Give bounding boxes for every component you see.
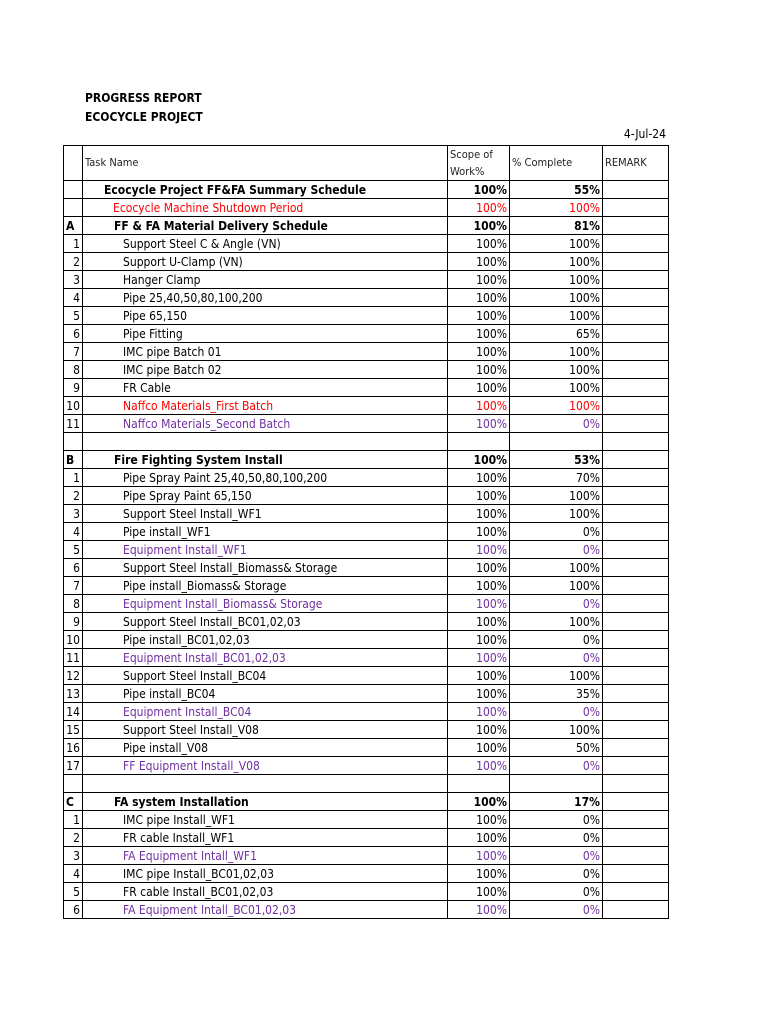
- column-header-percent-complete: % Complete: [510, 146, 603, 181]
- remark-cell: [603, 829, 669, 847]
- percent-complete-cell: 0%: [510, 757, 603, 775]
- remark-cell: [603, 235, 669, 253]
- scope-of-work-cell: 100%: [448, 361, 510, 379]
- task-name-cell: Ecocycle Machine Shutdown Period: [83, 199, 448, 217]
- scope-of-work-cell: 100%: [448, 217, 510, 235]
- percent-complete-cell: 17%: [510, 793, 603, 811]
- row-index-cell: 6: [64, 901, 83, 919]
- scope-of-work-cell: 100%: [448, 829, 510, 847]
- row-index-cell: B: [64, 451, 83, 469]
- scope-of-work-cell: 100%: [448, 289, 510, 307]
- row-index-cell: 5: [64, 307, 83, 325]
- scope-of-work-cell: 100%: [448, 595, 510, 613]
- task-name-cell: FF Equipment Install_V08: [83, 757, 448, 775]
- table-row: [64, 649, 669, 667]
- remark-cell: [603, 397, 669, 415]
- remark-cell: [603, 631, 669, 649]
- task-name-cell: [83, 775, 448, 793]
- remark-cell: [603, 415, 669, 433]
- table-row: [64, 613, 669, 631]
- remark-cell: [603, 721, 669, 739]
- scope-of-work-cell: 100%: [448, 505, 510, 523]
- row-index-cell: 4: [64, 865, 83, 883]
- percent-complete-cell: 0%: [510, 631, 603, 649]
- percent-complete-cell: 0%: [510, 829, 603, 847]
- table-row: [64, 667, 669, 685]
- percent-complete-cell: 100%: [510, 271, 603, 289]
- report-title: PROGRESS REPORT: [85, 91, 202, 105]
- percent-complete-cell: [510, 775, 603, 793]
- task-name-cell: IMC pipe Install_WF1: [83, 811, 448, 829]
- row-index-cell: 8: [64, 595, 83, 613]
- remark-cell: [603, 505, 669, 523]
- percent-complete-cell: 100%: [510, 505, 603, 523]
- scope-of-work-cell: 100%: [448, 199, 510, 217]
- table-row: [64, 217, 669, 235]
- table-row: [64, 811, 669, 829]
- scope-of-work-cell: 100%: [448, 253, 510, 271]
- table-header-row: [64, 146, 669, 181]
- remark-cell: [603, 217, 669, 235]
- percent-complete-cell: 81%: [510, 217, 603, 235]
- scope-of-work-cell: 100%: [448, 451, 510, 469]
- column-header-task-name: Task Name: [83, 146, 448, 181]
- scope-of-work-cell: 100%: [448, 757, 510, 775]
- scope-of-work-cell: 100%: [448, 559, 510, 577]
- percent-complete-cell: 100%: [510, 199, 603, 217]
- row-index-cell: 1: [64, 235, 83, 253]
- scope-of-work-cell: 100%: [448, 343, 510, 361]
- scope-of-work-cell: 100%: [448, 613, 510, 631]
- row-index-cell: 11: [64, 415, 83, 433]
- row-index-cell: 2: [64, 829, 83, 847]
- table-row: [64, 253, 669, 271]
- percent-complete-cell: 100%: [510, 721, 603, 739]
- table-row: [64, 739, 669, 757]
- table-row: [64, 775, 669, 793]
- row-index-cell: 17: [64, 757, 83, 775]
- percent-complete-cell: 0%: [510, 847, 603, 865]
- scope-of-work-cell: 100%: [448, 397, 510, 415]
- task-name-cell: IMC pipe Batch 01: [83, 343, 448, 361]
- table-row: [64, 325, 669, 343]
- scope-of-work-cell: [448, 433, 510, 451]
- task-name-cell: Support Steel Install_V08: [83, 721, 448, 739]
- percent-complete-cell: [510, 433, 603, 451]
- percent-complete-cell: 70%: [510, 469, 603, 487]
- task-name-cell: Pipe install_BC04: [83, 685, 448, 703]
- percent-complete-cell: 55%: [510, 181, 603, 199]
- remark-cell: [603, 649, 669, 667]
- row-index-cell: 11: [64, 649, 83, 667]
- task-name-cell: FA system Installation: [83, 793, 448, 811]
- percent-complete-cell: 53%: [510, 451, 603, 469]
- task-name-cell: IMC pipe Install_BC01,02,03: [83, 865, 448, 883]
- percent-complete-cell: 0%: [510, 811, 603, 829]
- scope-of-work-cell: 100%: [448, 649, 510, 667]
- remark-cell: [603, 487, 669, 505]
- remark-cell: [603, 361, 669, 379]
- row-index-cell: 16: [64, 739, 83, 757]
- task-name-cell: FR cable Install_BC01,02,03: [83, 883, 448, 901]
- task-name-cell: Support Steel Install_BC04: [83, 667, 448, 685]
- remark-cell: [603, 847, 669, 865]
- table-row: [64, 757, 669, 775]
- row-index-cell: 3: [64, 505, 83, 523]
- table-row: [64, 307, 669, 325]
- table-row: [64, 595, 669, 613]
- remark-cell: [603, 451, 669, 469]
- row-index-cell: A: [64, 217, 83, 235]
- task-name-cell: Naffco Materials_Second Batch: [83, 415, 448, 433]
- remark-cell: [603, 541, 669, 559]
- row-index-cell: [64, 199, 83, 217]
- table-row: [64, 469, 669, 487]
- percent-complete-cell: 0%: [510, 865, 603, 883]
- percent-complete-cell: 65%: [510, 325, 603, 343]
- remark-cell: [603, 325, 669, 343]
- remark-cell: [603, 757, 669, 775]
- remark-cell: [603, 811, 669, 829]
- task-name-cell: Equipment Install_WF1: [83, 541, 448, 559]
- table-row: [64, 361, 669, 379]
- scope-of-work-cell: 100%: [448, 379, 510, 397]
- row-index-cell: [64, 433, 83, 451]
- row-index-cell: 9: [64, 613, 83, 631]
- row-index-cell: 7: [64, 577, 83, 595]
- scope-of-work-cell: 100%: [448, 523, 510, 541]
- row-index-cell: 5: [64, 541, 83, 559]
- table-row: [64, 559, 669, 577]
- scope-of-work-cell: 100%: [448, 631, 510, 649]
- remark-cell: [603, 685, 669, 703]
- column-header-remark: REMARK: [603, 146, 669, 181]
- percent-complete-cell: 0%: [510, 595, 603, 613]
- table-row: [64, 577, 669, 595]
- row-index-cell: 10: [64, 631, 83, 649]
- table-row: [64, 451, 669, 469]
- task-name-cell: Pipe install_V08: [83, 739, 448, 757]
- row-index-cell: 3: [64, 847, 83, 865]
- column-header-index: [64, 146, 83, 181]
- task-name-cell: FA Equipment Intall_WF1: [83, 847, 448, 865]
- task-name-cell: Ecocycle Project FF&FA Summary Schedule: [83, 181, 448, 199]
- task-name-cell: Pipe Spray Paint 65,150: [83, 487, 448, 505]
- task-name-cell: Support Steel C & Angle (VN): [83, 235, 448, 253]
- project-title: ECOCYCLE PROJECT: [85, 110, 203, 124]
- row-index-cell: 1: [64, 469, 83, 487]
- remark-cell: [603, 379, 669, 397]
- scope-of-work-cell: 100%: [448, 325, 510, 343]
- task-name-cell: Support Steel Install_WF1: [83, 505, 448, 523]
- percent-complete-cell: 100%: [510, 559, 603, 577]
- remark-cell: [603, 613, 669, 631]
- task-name-cell: Pipe install_Biomass& Storage: [83, 577, 448, 595]
- scope-of-work-cell: 100%: [448, 865, 510, 883]
- table-row: [64, 415, 669, 433]
- row-index-cell: C: [64, 793, 83, 811]
- percent-complete-cell: 0%: [510, 415, 603, 433]
- scope-of-work-cell: 100%: [448, 181, 510, 199]
- percent-complete-cell: 0%: [510, 523, 603, 541]
- scope-of-work-cell: 100%: [448, 847, 510, 865]
- table-row: [64, 703, 669, 721]
- remark-cell: [603, 577, 669, 595]
- table-row: [64, 847, 669, 865]
- remark-cell: [603, 667, 669, 685]
- remark-cell: [603, 883, 669, 901]
- scope-of-work-cell: 100%: [448, 793, 510, 811]
- table-row: [64, 199, 669, 217]
- scope-of-work-cell: 100%: [448, 667, 510, 685]
- scope-of-work-cell: 100%: [448, 883, 510, 901]
- percent-complete-cell: 100%: [510, 487, 603, 505]
- task-name-cell: Pipe 65,150: [83, 307, 448, 325]
- table-row: [64, 829, 669, 847]
- table-row: [64, 271, 669, 289]
- percent-complete-cell: 100%: [510, 235, 603, 253]
- task-name-cell: IMC pipe Batch 02: [83, 361, 448, 379]
- scope-of-work-cell: 100%: [448, 271, 510, 289]
- remark-cell: [603, 469, 669, 487]
- percent-complete-cell: 100%: [510, 307, 603, 325]
- task-name-cell: Pipe install_WF1: [83, 523, 448, 541]
- row-index-cell: 6: [64, 325, 83, 343]
- task-name-cell: Pipe Fitting: [83, 325, 448, 343]
- table-row: [64, 397, 669, 415]
- row-index-cell: 13: [64, 685, 83, 703]
- remark-cell: [603, 775, 669, 793]
- task-name-cell: FR cable Install_WF1: [83, 829, 448, 847]
- scope-of-work-cell: 100%: [448, 541, 510, 559]
- row-index-cell: 4: [64, 523, 83, 541]
- scope-of-work-cell: 100%: [448, 577, 510, 595]
- task-name-cell: Support Steel Install_BC01,02,03: [83, 613, 448, 631]
- task-name-cell: Pipe Spray Paint 25,40,50,80,100,200: [83, 469, 448, 487]
- row-index-cell: [64, 775, 83, 793]
- table-row: [64, 379, 669, 397]
- scope-of-work-cell: 100%: [448, 811, 510, 829]
- remark-cell: [603, 559, 669, 577]
- remark-cell: [603, 595, 669, 613]
- table-row: [64, 685, 669, 703]
- percent-complete-cell: 100%: [510, 361, 603, 379]
- table-row: [64, 793, 669, 811]
- row-index-cell: 8: [64, 361, 83, 379]
- row-index-cell: 1: [64, 811, 83, 829]
- table-row: [64, 523, 669, 541]
- task-name-cell: Support U-Clamp (VN): [83, 253, 448, 271]
- percent-complete-cell: 100%: [510, 667, 603, 685]
- table-row: [64, 343, 669, 361]
- table-row: [64, 631, 669, 649]
- row-index-cell: 14: [64, 703, 83, 721]
- table-row: [64, 235, 669, 253]
- remark-cell: [603, 289, 669, 307]
- row-index-cell: 4: [64, 289, 83, 307]
- task-name-cell: Equipment Install_BC04: [83, 703, 448, 721]
- scope-of-work-cell: 100%: [448, 469, 510, 487]
- table-row: [64, 289, 669, 307]
- task-name-cell: Support Steel Install_Biomass& Storage: [83, 559, 448, 577]
- remark-cell: [603, 253, 669, 271]
- remark-cell: [603, 199, 669, 217]
- remark-cell: [603, 307, 669, 325]
- task-name-cell: FA Equipment Intall_BC01,02,03: [83, 901, 448, 919]
- task-name-cell: Pipe install_BC01,02,03: [83, 631, 448, 649]
- task-name-cell: Fire Fighting System Install: [83, 451, 448, 469]
- row-index-cell: 10: [64, 397, 83, 415]
- percent-complete-cell: 0%: [510, 649, 603, 667]
- scope-of-work-cell: 100%: [448, 721, 510, 739]
- progress-schedule-table: [63, 145, 669, 919]
- scope-of-work-cell: 100%: [448, 415, 510, 433]
- row-index-cell: 9: [64, 379, 83, 397]
- table-row: [64, 487, 669, 505]
- percent-complete-cell: 100%: [510, 343, 603, 361]
- remark-cell: [603, 739, 669, 757]
- scope-of-work-cell: 100%: [448, 739, 510, 757]
- remark-cell: [603, 793, 669, 811]
- task-name-cell: Pipe 25,40,50,80,100,200: [83, 289, 448, 307]
- report-date: 4-Jul-24: [623, 127, 666, 141]
- row-index-cell: 15: [64, 721, 83, 739]
- task-name-cell: [83, 433, 448, 451]
- row-index-cell: 2: [64, 487, 83, 505]
- percent-complete-cell: 100%: [510, 379, 603, 397]
- remark-cell: [603, 523, 669, 541]
- table-row: [64, 721, 669, 739]
- table-row: [64, 433, 669, 451]
- remark-cell: [603, 865, 669, 883]
- row-index-cell: 2: [64, 253, 83, 271]
- percent-complete-cell: 0%: [510, 541, 603, 559]
- table-row: [64, 181, 669, 199]
- task-name-cell: Equipment Install_Biomass& Storage: [83, 595, 448, 613]
- table-row: [64, 901, 669, 919]
- scope-of-work-cell: 100%: [448, 235, 510, 253]
- remark-cell: [603, 901, 669, 919]
- task-name-cell: FF & FA Material Delivery Schedule: [83, 217, 448, 235]
- task-name-cell: Equipment Install_BC01,02,03: [83, 649, 448, 667]
- percent-complete-cell: 35%: [510, 685, 603, 703]
- percent-complete-cell: 0%: [510, 703, 603, 721]
- percent-complete-cell: 0%: [510, 901, 603, 919]
- percent-complete-cell: 100%: [510, 613, 603, 631]
- remark-cell: [603, 343, 669, 361]
- row-index-cell: 5: [64, 883, 83, 901]
- scope-of-work-cell: 100%: [448, 685, 510, 703]
- scope-of-work-cell: 100%: [448, 901, 510, 919]
- percent-complete-cell: 100%: [510, 397, 603, 415]
- task-name-cell: FR Cable: [83, 379, 448, 397]
- percent-complete-cell: 100%: [510, 577, 603, 595]
- row-index-cell: 12: [64, 667, 83, 685]
- remark-cell: [603, 433, 669, 451]
- percent-complete-cell: 0%: [510, 883, 603, 901]
- row-index-cell: [64, 181, 83, 199]
- task-name-cell: Naffco Materials_First Batch: [83, 397, 448, 415]
- remark-cell: [603, 181, 669, 199]
- table-row: [64, 505, 669, 523]
- percent-complete-cell: 50%: [510, 739, 603, 757]
- table-row: [64, 883, 669, 901]
- row-index-cell: 7: [64, 343, 83, 361]
- percent-complete-cell: 100%: [510, 289, 603, 307]
- remark-cell: [603, 703, 669, 721]
- scope-of-work-cell: 100%: [448, 307, 510, 325]
- scope-of-work-cell: [448, 775, 510, 793]
- column-header-scope-of-work: Scope of Work%: [448, 146, 510, 181]
- remark-cell: [603, 271, 669, 289]
- row-index-cell: 3: [64, 271, 83, 289]
- task-name-cell: Hanger Clamp: [83, 271, 448, 289]
- row-index-cell: 6: [64, 559, 83, 577]
- table-row: [64, 541, 669, 559]
- table-row: [64, 865, 669, 883]
- scope-of-work-cell: 100%: [448, 487, 510, 505]
- scope-of-work-cell: 100%: [448, 703, 510, 721]
- percent-complete-cell: 100%: [510, 253, 603, 271]
